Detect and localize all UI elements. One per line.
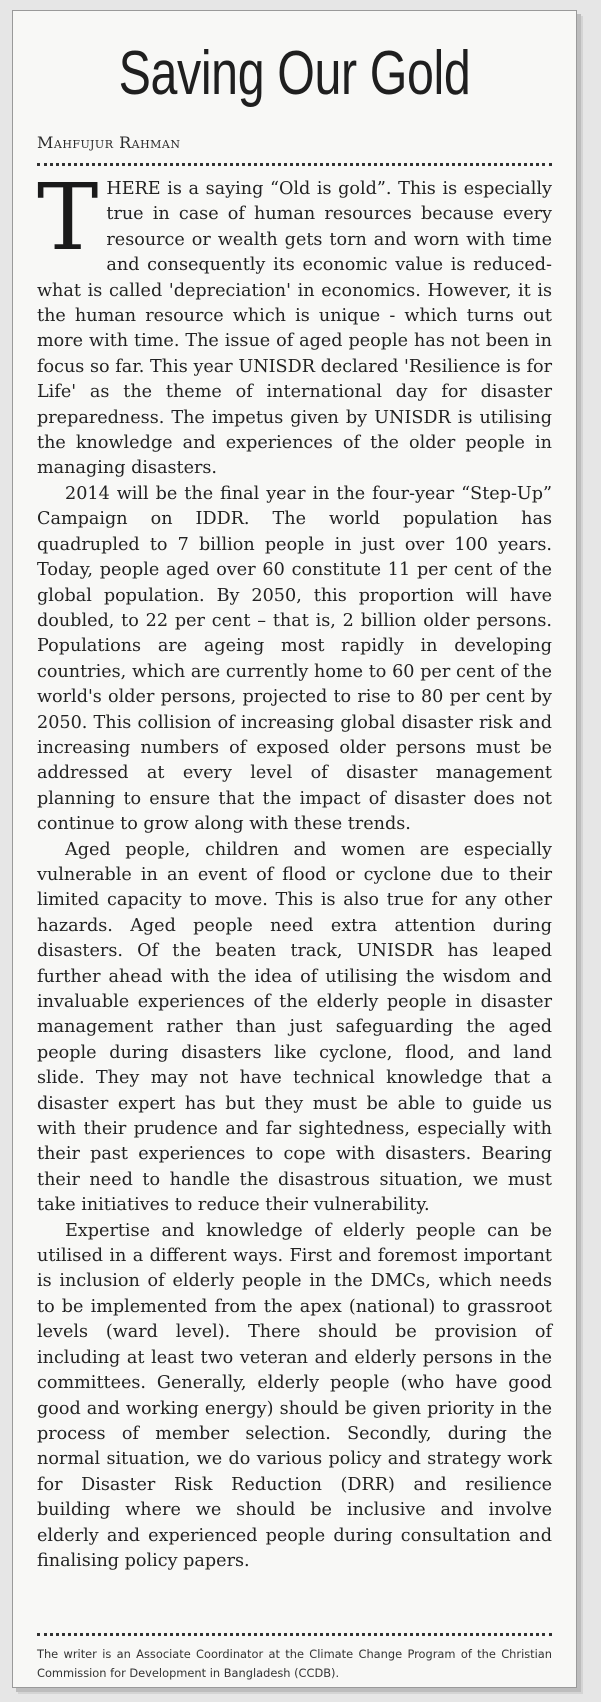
lead-text: HERE is a saying “Old is gold”. This is especially true in case of human resources because every resource or wealth gets torn and worn with time and consequently its economic value is reduced- what is called 'depreciation' in economics. However, it is the human resource which is unique - which turns out more with time. The issue of aged people has not been in focus so far. This year UNISDR declared 'Resilience is for Life' as the theme of international day for disaster preparedness. The impetus given by UNISDR is utilising the knowledge and experiences of the older people in managing disasters. xyxy=(37,179,552,479)
dotted-divider-top xyxy=(37,163,552,166)
article-paragraph-1 xyxy=(37,164,552,482)
article-byline: Mahfujur Rahman xyxy=(37,133,181,152)
article-title: Saving Our Gold xyxy=(118,39,471,108)
article-paragraph-3: Aged people, children and women are especially vulnerable in an event of flood or cyclone due to their limited capacity to move. This is also true for any other hazards. Aged people need extra attention during disasters. Of the beaten track, UNISDR has leaped further ahead with the idea of utilising the wisdom and invaluable experiences of the elderly people in disaster management rather than just safeguarding the aged people during disasters like cyclone, flood, and land slide. They may not have technical knowledge that a disaster expert has but they must be able to guide us with their prudence and far sightedness, especially with their past experiences to cope with disasters. Bearing their need to handle the disastrous situation, we must take initiatives to reduce their vulnerability. xyxy=(37,839,552,1216)
article-page xyxy=(12,10,577,1688)
article-paragraph-2: 2014 will be the final year in the four-year “Step-Up” Campaign on IDDR. The world population has quadrupled to 7 billion people in just over 100 years. Today, people aged over 60 constitute 11 per cent of the global population. By 2050, this proportion will have doubled, to 22 per cent – that is, 2 billion older persons. Populations are ageing most rapidly in developing countries, which are currently home to 60 per cent of the world's older persons, projected to rise to 80 per cent by 2050. This collision of increasing global disaster risk and increasing numbers of exposed older persons must be addressed at every level of disaster management planning to ensure that the impact of disaster does not continue to grow along with these trends. xyxy=(37,483,552,835)
dotted-divider-bottom xyxy=(37,1633,552,1636)
article-paragraph-4: Expertise and knowledge of elderly people can be utilised in a different ways. First and foremost important is inclusion of elderly people in the DMCs, which needs to be implemented from the apex (national) to grassroot levels (ward level). There should be provision of including at least two veteran and elderly persons in the committees. Generally, elderly people (who have good good and working energy) should be given priority in the process of member selection. Secondly, during the normal situation, we do various policy and strategy work for Disaster Risk Reduction (DRR) and resilience building where we should be inclusive and involve elderly and experienced people during consultation and finalising policy papers. xyxy=(37,1220,552,1571)
drop-cap: T xyxy=(37,164,99,271)
author-footnote: The writer is an Associate Coordinator at the Climate Change Program of the Christian Commission for Development in Bangladesh (CCDB). xyxy=(37,1647,552,1680)
article-body xyxy=(37,164,552,1574)
